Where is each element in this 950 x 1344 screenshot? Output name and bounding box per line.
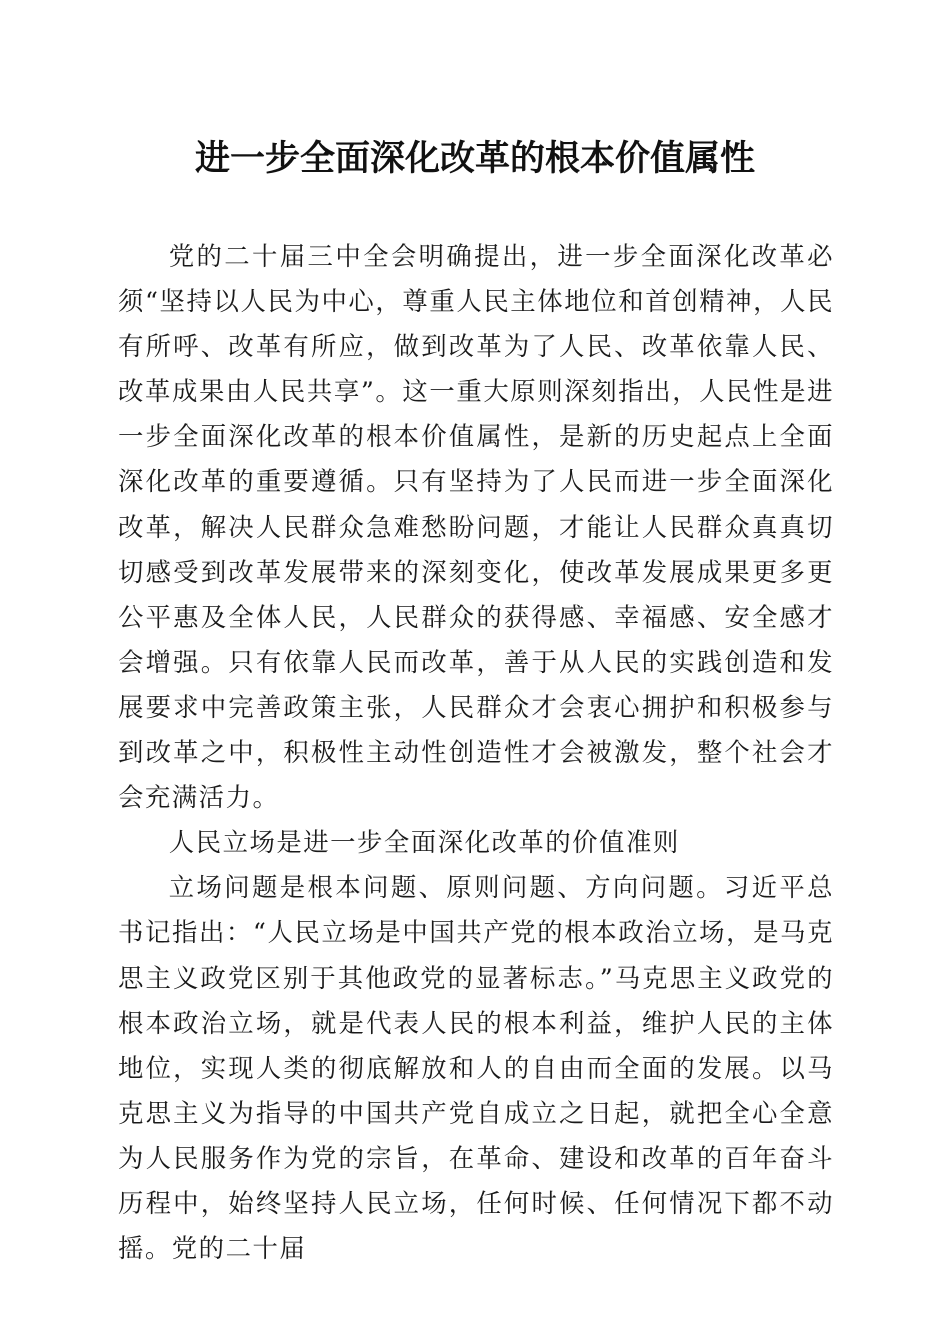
paragraph-people-stance: 立场问题是根本问题、原则问题、方向问题。习近平总书记指出：“人民立场是中国共产党的根本政治立场，是马克思主义政党区别于其他政党的显著标志。”马克思主义政党的根本政治立场，就是代表人民的根本利益，维护人民的主体地位，实现人类的彻底解放和人的自由而全面的发展。以马克思主义为指导的中国共产党自成立之日起，就把全心全意为人民服务作为党的宗旨，在革命、建设和改革的百年奋斗历程中，始终坚持人民立场，任何时候、任何情况下都不动摇。党的二十届 [118,872,834,1264]
paragraph-intro: 党的二十届三中全会明确提出，进一步全面深化改革必须“坚持以人民为中心，尊重人民主体地位和首创精神，人民有所呼、改革有所应，做到改革为了人民、改革依靠人民、改革成果由人民共享”。这一重大原则深刻指出，人民性是进一步全面深化改革的根本价值属性，是新的历史起点上全面深化改革的重要遵循。只有坚持为了人民而进一步全面深化改革，解决人民群众急难愁盼问题，才能让人民群众真真切切感受到改革发展带来的深刻变化，使改革发展成果更多更公平惠及全体人民，人民群众的获得感、幸福感、安全感才会增强。只有依靠人民而改革，善于从人民的实践创造和发展要求中完善政策主张，人民群众才会衷心拥护和积极参与到改革之中，积极性主动性创造性才会被激发，整个社会才会充满活力。 [118,241,834,813]
document-title: 进一步全面深化改革的根本价值属性 [194,138,755,179]
document-body [118,234,834,1271]
section-subheading: 人民立场是进一步全面深化改革的价值准则 [168,827,680,858]
